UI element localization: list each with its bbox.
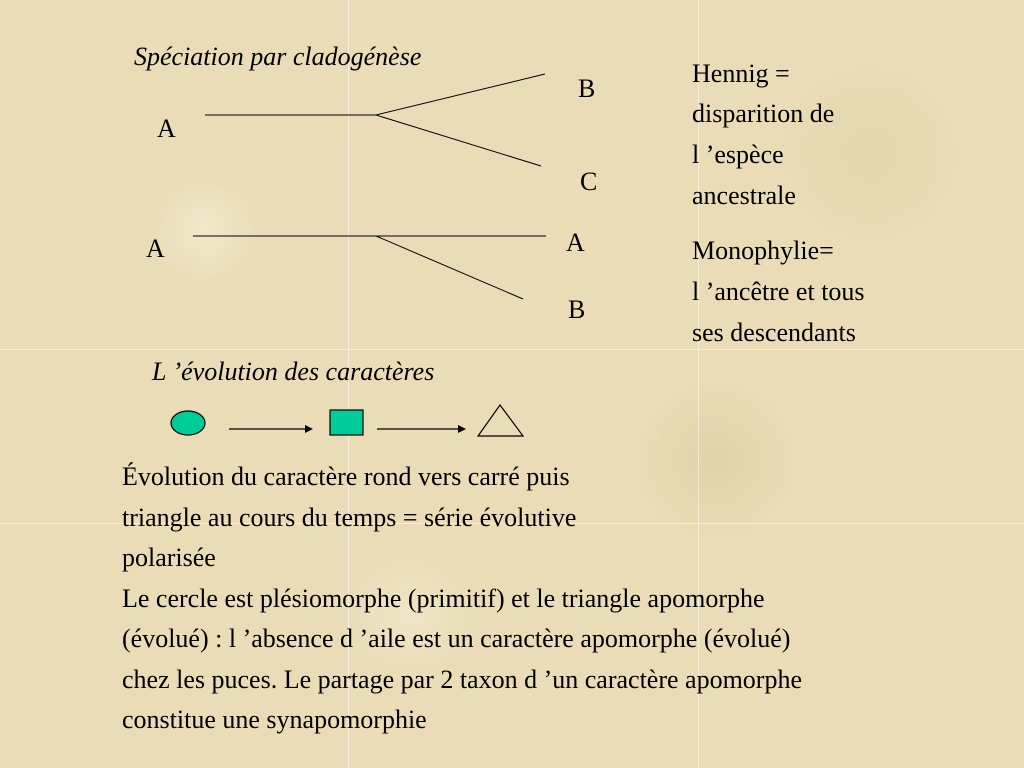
tree2-root-label: A <box>146 234 165 263</box>
evolution-title: L ’évolution des caractères <box>152 357 435 386</box>
explanation-line: (évolué) : l ’absence d ’aile est un caractère apomorphe (évolué) <box>122 624 791 653</box>
tree1-root-label: A <box>157 114 176 143</box>
monophyly-line: ses descendants <box>692 318 856 347</box>
tree1-branch-top <box>376 74 545 115</box>
monophyly-line: Monophylie= <box>692 236 834 265</box>
tree2-branch-top-label: A <box>566 228 585 257</box>
arrow-right-icon <box>458 425 466 433</box>
tree1-branch-bottom-label: C <box>580 167 598 196</box>
monophyly-line: l ’ancêtre et tous <box>692 277 865 306</box>
hennig-line: disparition de <box>692 99 835 128</box>
explanation-line: triangle au cours du temps = série évolutive <box>122 503 577 532</box>
explanation-line: constitue une synapomorphie <box>122 705 427 734</box>
hennig-line: l ’espèce <box>692 140 784 169</box>
cladogenesis-title: Spéciation par cladogénèse <box>134 42 422 71</box>
square-character-icon <box>330 410 363 435</box>
arrow-right-icon <box>305 425 313 433</box>
triangle-character-icon <box>478 405 523 436</box>
tree2-branch <box>376 236 523 299</box>
tree1-branch-top-label: B <box>578 74 596 103</box>
hennig-line: Hennig = <box>692 59 790 88</box>
explanation-line: Évolution du caractère rond vers carré puis <box>122 462 570 491</box>
hennig-line: ancestrale <box>692 181 796 210</box>
explanation-line: polarisée <box>122 543 216 572</box>
tree1-branch-bottom <box>376 115 541 166</box>
explanation-line: chez les puces. Le partage par 2 taxon d ’un caractère apomorphe <box>122 665 802 694</box>
tree2-branch-bottom-label: B <box>568 295 586 324</box>
circle-character-icon <box>171 411 205 435</box>
explanation-line: Le cercle est plésiomorphe (primitif) et le triangle apomorphe <box>122 584 765 613</box>
